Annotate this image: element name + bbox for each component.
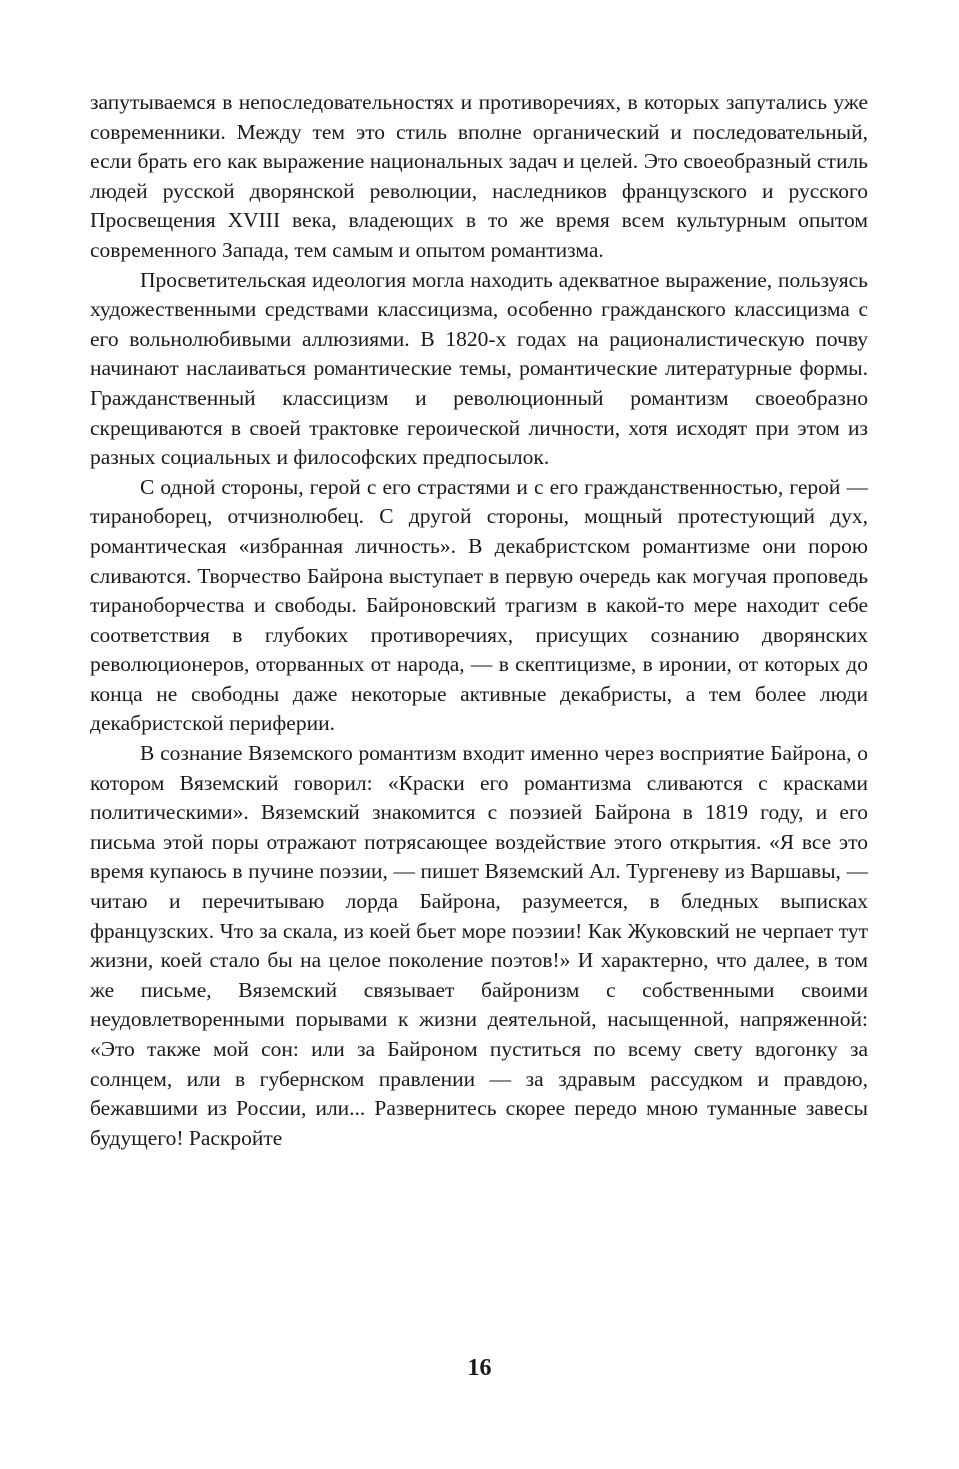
page-body bbox=[90, 88, 868, 1153]
paragraph-1: запутываемся в непоследовательностях и противоречиях, в которых запутались уже современники. Между тем это стиль вполне органический и последовательный, если брать его как выражение национальных задач и целей. Это своеобразный стиль людей русской дворянской революции, наследников французского и русского Просвещения XVIII века, владеющих в то же время всем культурным опытом современного Запада, тем самым и опытом романтизма. bbox=[90, 90, 868, 262]
paragraph-3: С одной стороны, герой с его страстями и с его гражданственностью, герой — тираноборец, отчизнолюбец. С другой стороны, мощный протестующий дух, романтическая «избранная личность». В декабристском романтизме они порою сливаются. Творчество Байрона выступает в первую очередь как могучая проповедь тираноборчества и свободы. Байроновский трагизм в какой-то мере находит себе соответствия в глубоких противоречиях, присущих сознанию дворянских революционеров, оторванных от народа, — в скептицизме, в иронии, от которых до конца не свободны даже некоторые активные декабристы, а тем более люди декабристской периферии. bbox=[90, 474, 868, 736]
page-number: 16 bbox=[467, 1355, 492, 1381]
paragraph-2: Просветительская идеология могла находить адекватное выражение, пользуясь художественными средствами классицизма, особенно гражданского классицизма с его вольнолюбивыми аллюзиями. В 1820-х годах на рационалистическую почву начинают наслаиваться романтические темы, романтические литературные формы. Гражданственный классицизм и революционный романтизм своеобразно скрещиваются в своей трактовке героической личности, хотя исходят при этом из разных социальных и философских предпосылок. bbox=[90, 267, 868, 470]
paragraph-4: В сознание Вяземского романтизм входит именно через восприятие Байрона, о котором Вяземский говорил: «Краски его романтизма сливаются с красками политическими». Вяземский знакомится с поэзией Байрона в 1819 году, и его письма этой поры отражают потрясающее воздействие этого открытия. «Я все это время купаюсь в пучине поэзии, — пишет Вяземский Ал. Тургеневу из Варшавы, — читаю и перечитываю лорда Байрона, разумеется, в бледных выписках французских. Что за скала, из коей бьет море поэзии! Как Жуковский не черпает тут жизни, коей стало бы на целое поколение поэтов!» И характерно, что далее, в том же письме, Вяземский связывает байронизм с собственными своими неудовлетворенными порывами к жизни деятельной, насыщенной, напряженной: «Это также мой сон: или за Байроном пуститься по всему свету вдогонку за солнцем, или в губернском правлении — за здравым рассудком и правдою, бежавшими из России, или... Развернитесь скорее передо мною туманные завесы будущего! Раскройте bbox=[90, 741, 868, 1150]
